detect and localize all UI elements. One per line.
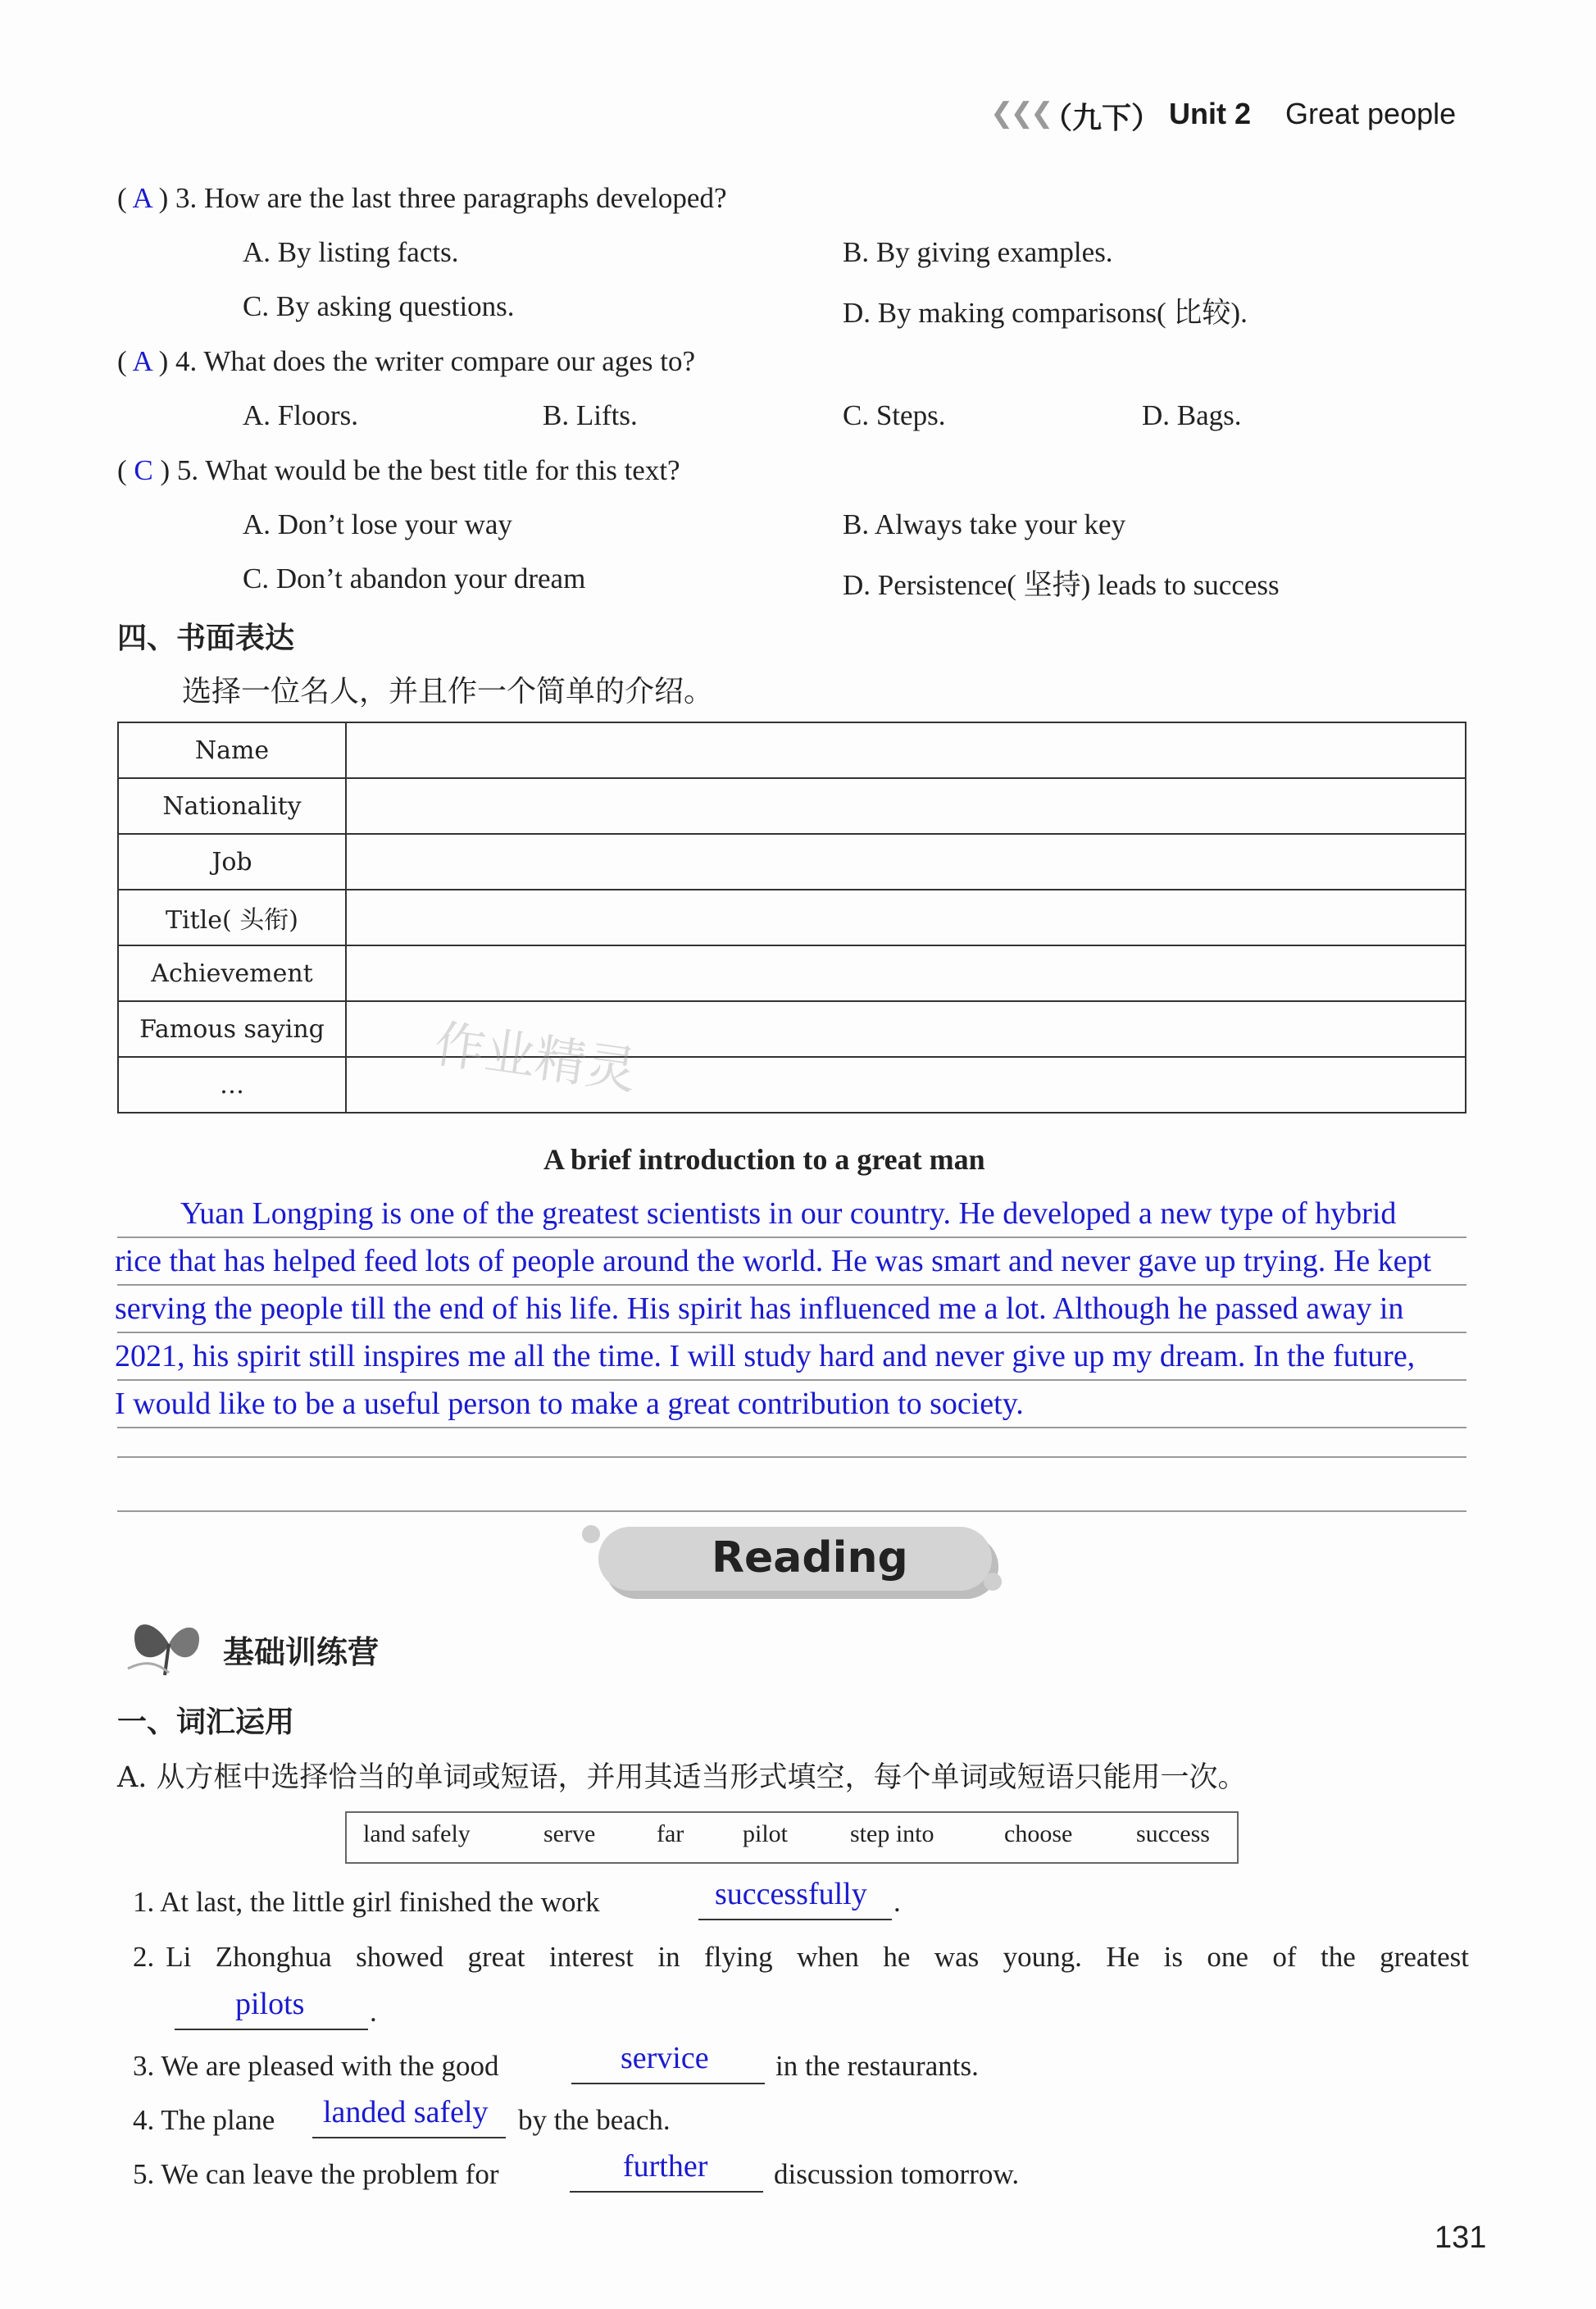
essay-line-5: I would like to be a useful person to make a great contribution to society.: [115, 1387, 1024, 1421]
option-4a: A. Floors.: [243, 399, 358, 431]
item-text: We can leave the problem for: [161, 2158, 499, 2190]
question-text: What does the writer compare our ages to?: [203, 345, 695, 377]
word-box: [345, 1811, 1239, 1864]
blank-1[interactable]: [698, 1919, 892, 1920]
item-4: [133, 2104, 275, 2137]
word-box-item: step into: [850, 1820, 934, 1847]
word-box-item: serve: [543, 1820, 596, 1847]
blank-3[interactable]: [571, 2083, 765, 2084]
table-row: [118, 1057, 1466, 1113]
essay-title: A brief introduction to a great man: [543, 1143, 985, 1176]
question-number: 3.: [175, 182, 198, 214]
option-5b: B. Always take your key: [843, 508, 1126, 540]
item-text: We are pleased with the good: [161, 2050, 499, 2082]
info-table: [117, 722, 1466, 1114]
fill-answer-1: successfully: [715, 1877, 867, 1911]
camp-title: 基础训练营: [223, 1634, 380, 1670]
item-text-after: by the beach.: [518, 2104, 671, 2136]
word-box-item: far: [657, 1820, 684, 1847]
item-5: [133, 2158, 499, 2191]
table-row: [118, 834, 1466, 890]
option-5a: A. Don’t lose your way: [243, 508, 512, 540]
fill-answer-3: service: [621, 2041, 709, 2075]
essay-rule: [117, 1236, 1466, 1238]
vocab-instruction: A. 从方框中选择恰当的单词或短语，并用其适当形式填空，每个单词或短语只能用一次。: [117, 1761, 1247, 1794]
item-text: At last, the little girl finished the work: [160, 1886, 600, 1918]
option-4d: D. Bags.: [1142, 399, 1242, 431]
chevrons-icon: ❮❮❮: [990, 97, 1051, 130]
item-number: 1.: [133, 1886, 155, 1918]
item-text-after: discussion tomorrow.: [774, 2158, 1020, 2190]
fill-answer-4: landed safely: [323, 2095, 489, 2129]
answer-5: C: [134, 454, 153, 486]
reading-banner-title: Reading: [712, 1533, 908, 1583]
table-cell[interactable]: [346, 834, 1466, 890]
item-punct: .: [893, 1886, 901, 1918]
word-box-item: choose: [1004, 1820, 1073, 1847]
item-number: 5.: [133, 2158, 155, 2190]
writing-instruction: 选择一位名人，并且作一个简单的介绍。: [182, 675, 714, 708]
essay-line-1: Yuan Longping is one of the greatest scientists in our country. He developed a new type of hybrid: [180, 1196, 1397, 1231]
table-row: [118, 778, 1466, 834]
table-cell[interactable]: [346, 890, 1466, 945]
question-3: ( A ) 3. How are the last three paragraphs developed?: [117, 182, 727, 214]
table-row: [118, 722, 1466, 778]
essay-line-3: serving the people till the end of his life. His spirit has influenced me a lot. Although he passed away in: [115, 1291, 1404, 1326]
header-unit: Unit 2: [1169, 97, 1252, 130]
word-box-item: success: [1136, 1820, 1210, 1847]
header-grade: （九下）: [1043, 102, 1162, 135]
question-5: ( C ) 5. What would be the best title for this text?: [117, 454, 680, 486]
blank-4[interactable]: [312, 2137, 506, 2138]
table-label: Achievement: [118, 945, 346, 1001]
banner-dot-icon: [984, 1573, 1002, 1591]
table-cell[interactable]: [346, 945, 1466, 1001]
vocab-heading: 一、词汇运用: [117, 1706, 295, 1739]
banner-dot-icon: [582, 1525, 600, 1543]
table-label: Famous saying: [118, 1001, 346, 1057]
option-3a: A. By listing facts.: [243, 236, 459, 268]
word-box-item: pilot: [743, 1820, 789, 1847]
question-number: 5.: [176, 454, 199, 486]
essay-rule: [117, 1284, 1466, 1286]
item-2: [133, 1941, 1469, 1974]
question-text: What would be the best title for this text?: [205, 454, 680, 486]
page-number: 131: [1435, 2220, 1487, 2255]
header-title: Great people: [1285, 97, 1457, 130]
item-number: 4.: [133, 2104, 155, 2136]
fill-answer-2: pilots: [235, 1987, 305, 2021]
option-5d: D. Persistence( 坚持) leads to success: [843, 569, 1280, 601]
table-row: [118, 945, 1466, 1001]
essay-rule: [117, 1427, 1466, 1428]
option-4b: B. Lifts.: [543, 399, 638, 431]
blank-2[interactable]: [175, 2029, 368, 2030]
question-4: ( A ) 4. What does the writer compare our ages to?: [117, 345, 695, 377]
essay-rule: [117, 1510, 1466, 1512]
table-row: [118, 890, 1466, 945]
table-label: …: [118, 1057, 346, 1113]
writing-heading: 四、书面表达: [117, 622, 295, 655]
blank-5[interactable]: [570, 2191, 763, 2193]
option-3d: D. By making comparisons( 比较).: [843, 297, 1248, 329]
table-label: Job: [118, 834, 346, 890]
table-label: Nationality: [118, 778, 346, 834]
item-number: 2.: [133, 1941, 155, 1973]
item-3: [133, 2050, 499, 2083]
question-number: 4.: [175, 345, 198, 377]
item-text: The plane: [161, 2104, 275, 2136]
option-5c: C. Don’t abandon your dream: [243, 562, 586, 594]
item-text: Li Zhonghua showed great interest in flying when he was young. He is one of the greatest: [166, 1941, 1469, 1973]
table-label: Title( 头衔): [118, 890, 346, 945]
essay-rule: [117, 1456, 1466, 1458]
table-row: [118, 1001, 1466, 1057]
answer-4: A: [132, 345, 152, 377]
table-cell[interactable]: [346, 778, 1466, 834]
option-3b: B. By giving examples.: [843, 236, 1113, 268]
essay-line-2: rice that has helped feed lots of people around the world. He was smart and never gave up trying. He kept: [115, 1244, 1432, 1278]
essay-rule: [117, 1379, 1466, 1381]
item-text-after: in the restaurants.: [775, 2050, 979, 2082]
fill-answer-5: further: [623, 2149, 708, 2184]
leaf-icon: [120, 1611, 210, 1677]
word-box-item: land safely: [363, 1820, 471, 1847]
essay-rule: [117, 1332, 1466, 1333]
option-4c: C. Steps.: [843, 399, 946, 431]
table-label: Name: [118, 722, 346, 778]
question-text: How are the last three paragraphs developed?: [204, 182, 727, 214]
table-cell[interactable]: [346, 722, 1466, 778]
essay-line-4: 2021, his spirit still inspires me all the time. I will study hard and never give up my dream. In the future,: [115, 1339, 1416, 1373]
item-punct: .: [370, 1996, 377, 2028]
option-3c: C. By asking questions.: [243, 290, 515, 322]
answer-3: A: [132, 182, 152, 214]
watermark: 作业精灵: [430, 1013, 641, 1101]
item-1: [133, 1886, 600, 1919]
item-number: 3.: [133, 2050, 155, 2082]
